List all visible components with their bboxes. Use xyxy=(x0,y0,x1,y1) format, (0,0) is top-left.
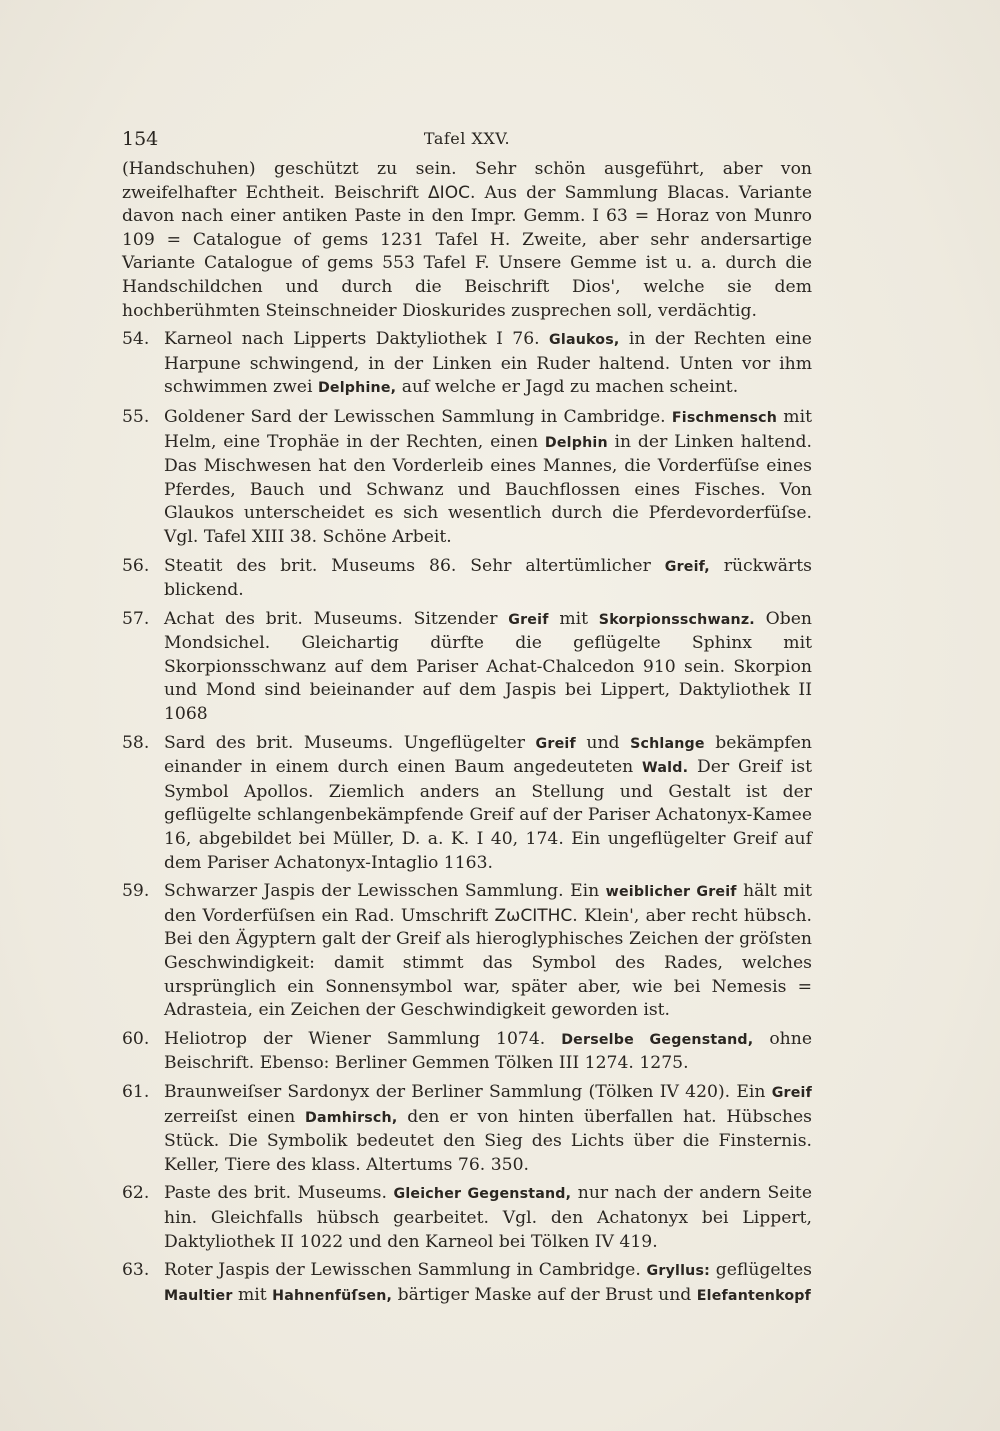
text-run: mit xyxy=(548,608,599,629)
entry-number: 57. xyxy=(122,608,150,629)
text-run: ohne Beischrift. Ebenso: Berliner Gemmen Tölken III 1274. 1275. xyxy=(164,1028,812,1074)
text-run: (Handschuhen) geschützt zu sein. Sehr schön ausgeführt, aber von zweifelhafter Echtheit. Beischrift xyxy=(122,159,812,203)
entry-62 xyxy=(122,1182,812,1254)
text-run: mit Helm, eine Trophäe in der Rechten, einen xyxy=(164,406,813,452)
emphasis: Glaukos, xyxy=(549,332,620,349)
text-run: Goldener Sard der Lewisschen Sammlung in Cambridge. xyxy=(164,406,672,427)
emphasis: Delphin xyxy=(544,434,608,451)
page-header xyxy=(122,124,812,154)
text-run: . Klein', aber recht hübsch. Bei den Ägyptern galt der Greif als hieroglyphisches Zeichen der gröſsten Geschwindigkeit: damit stimmt das Symbol des Rades, welches ursprünglich ein Sonnensymbol war, später aber, wie bei Nemesis = Adrasteia, ein Zeichen der Geschwindigkeit geworden ist. xyxy=(164,905,812,1021)
entry-number: 54. xyxy=(122,329,150,350)
emphasis: Greif xyxy=(508,611,549,628)
text-run: nur nach der andern Seite hin. Gleichfalls hübsch gearbeitet. Vgl. den Achatonyx bei Lippert, Daktyliothek II 1022 und den Karneol bei Tölken IV 419. xyxy=(164,1183,812,1252)
text-run: Oben Mondsichel. Gleichartig dürfte die geflügelte Sphinx mit Skorpionsschwanz auf dem Pariser Achat-Chalcedon 910 sein. Skorpion und Mond sind beieinander auf dem Jaspis bei Lippert, Daktyliothek II 1068 xyxy=(164,608,812,725)
entry-number: 56. xyxy=(122,555,150,576)
entry-number: 63. xyxy=(122,1260,150,1281)
entry-56 xyxy=(122,555,812,603)
emphasis: Greif xyxy=(771,1084,812,1101)
entry-number: 61. xyxy=(122,1081,150,1102)
text-run: bekämpfen einander in einem durch einen Baum angedeuteten xyxy=(164,732,812,778)
entry-60 xyxy=(122,1028,812,1076)
emphasis: weiblicher Greif xyxy=(605,884,737,901)
greek-inscription: ΔΙΟC xyxy=(428,182,470,203)
text-run: und xyxy=(575,732,631,753)
emphasis: Skorpionsschwanz. xyxy=(598,611,755,628)
entry-58 xyxy=(122,732,812,876)
emphasis: Hahnenfüſsen, xyxy=(272,1287,393,1304)
text-run: Heliotrop der Wiener Sammlung 1074. xyxy=(164,1028,562,1049)
text-run: Sard des brit. Museums. Ungeflügelter xyxy=(164,732,536,753)
emphasis: Wald. xyxy=(642,760,689,777)
entry-number: 62. xyxy=(122,1183,150,1204)
emphasis: Maultier xyxy=(164,1287,233,1304)
text-run: Paste des brit. Museums. xyxy=(164,1183,394,1204)
text-run: bärtiger Maske auf der Brust und xyxy=(392,1284,697,1305)
emphasis: Schlange xyxy=(630,735,705,752)
text-run: geflügeltes xyxy=(709,1260,812,1281)
text-run: Steatit des brit. Museums 86. Sehr altertümlicher xyxy=(164,555,665,576)
emphasis: Gleicher Gegenstand, xyxy=(393,1186,572,1203)
text-run: zerreiſst einen xyxy=(164,1106,305,1127)
text-run: . Aus der Sammlung Blacas. Variante davon nach einer antiken Paste in den Impr. Gemm. I 63 = Horaz von Munro 109 = Catalogue of gems 1231 Tafel H. Zweite, aber sehr andersartige Variante Catalogue of gems 553 Tafel F. Unsere Gemme ist u. a. durch die Handschildchen und durch die Beischrift Dios', welche sie dem hochberühmten Steinschneider Dioskurides zusprechen soll, verdächtig. xyxy=(122,182,812,321)
text-run: Braunweiſser Sardonyx der Berliner Sammlung (Tölken IV 420). Ein xyxy=(164,1081,772,1102)
emphasis: Greif, xyxy=(664,558,710,575)
body-text xyxy=(122,158,812,1313)
entry-63 xyxy=(122,1259,812,1308)
entry-number: 60. xyxy=(122,1028,150,1049)
text-run: Der Greif ist Symbol Apollos. Ziemlich anders an Stellung und Gestalt ist der geflügelte schlangenbekämpfende Greif auf der Pariser Achatonyx-Kamee 16, abgebildet bei Müller, D. a. K. I 40, 174. Ein ungeflügelter Greif auf dem Pariser Achatonyx-Intaglio 1163. xyxy=(164,757,812,873)
emphasis: Delphine, xyxy=(317,380,397,397)
entry-54 xyxy=(122,328,812,401)
entry-number: 55. xyxy=(122,406,150,427)
entry-57 xyxy=(122,608,812,727)
text-run: Schwarzer Jaspis der Lewisschen Sammlung. Ein xyxy=(164,881,606,902)
text-run: rückwärts blickend. xyxy=(164,555,812,601)
text-run: in der Linken haltend. Das Mischwesen hat den Vorderleib eines Mannes, die Vorderfüſse eines Pferdes, Bauch und Schwanz und Bauchflossen eines Fisches. Von Glaukos unterscheidet es sich wesentlich durch die Pferdevorderfüſse. Vgl. Tafel XIII 38. Schöne Arbeit. xyxy=(164,431,812,547)
text-run: Roter Jaspis der Lewisschen Sammlung in Cambridge. xyxy=(164,1260,647,1281)
running-title: Tafel XXV. xyxy=(423,129,511,148)
emphasis: Damhirsch, xyxy=(304,1109,398,1126)
emphasis: Derselbe Gegenstand, xyxy=(561,1031,754,1048)
entry-number: 59. xyxy=(122,881,150,902)
entry-59 xyxy=(122,880,812,1023)
continuation-paragraph xyxy=(122,158,812,323)
emphasis: Greif xyxy=(535,735,576,752)
text-run: Karneol nach Lipperts Daktyliothek I 76. xyxy=(164,329,550,350)
emphasis: Elefantenkopf xyxy=(696,1287,812,1304)
text-run: Achat des brit. Museums. Sitzender xyxy=(164,608,509,629)
text-run: den er von hinten überfallen hat. Hübsches Stück. Die Symbolik bedeutet den Sieg des Lichts über die Finsternis. Keller, Tiere des klass. Altertums 76. 350. xyxy=(164,1106,813,1175)
emphasis: Gryllus: xyxy=(646,1263,710,1280)
text-run: mit xyxy=(232,1284,273,1305)
text-run: in der Rechten eine Harpune schwingend, in der Linken ein Ruder haltend. Unten vor ihm schwimmen zwei xyxy=(164,329,812,398)
entry-number: 58. xyxy=(122,732,150,753)
greek-inscription: ZωCITHC xyxy=(494,905,573,926)
entry-55 xyxy=(122,406,812,550)
emphasis: Fischmensch xyxy=(671,409,778,426)
entry-61 xyxy=(122,1081,812,1177)
text-run: hält mit den Vorderfüſsen ein Rad. Umschrift xyxy=(164,881,812,926)
text-run: auf welche er Jagd zu machen scheint. xyxy=(396,377,739,398)
page-number: 154 xyxy=(122,128,159,150)
